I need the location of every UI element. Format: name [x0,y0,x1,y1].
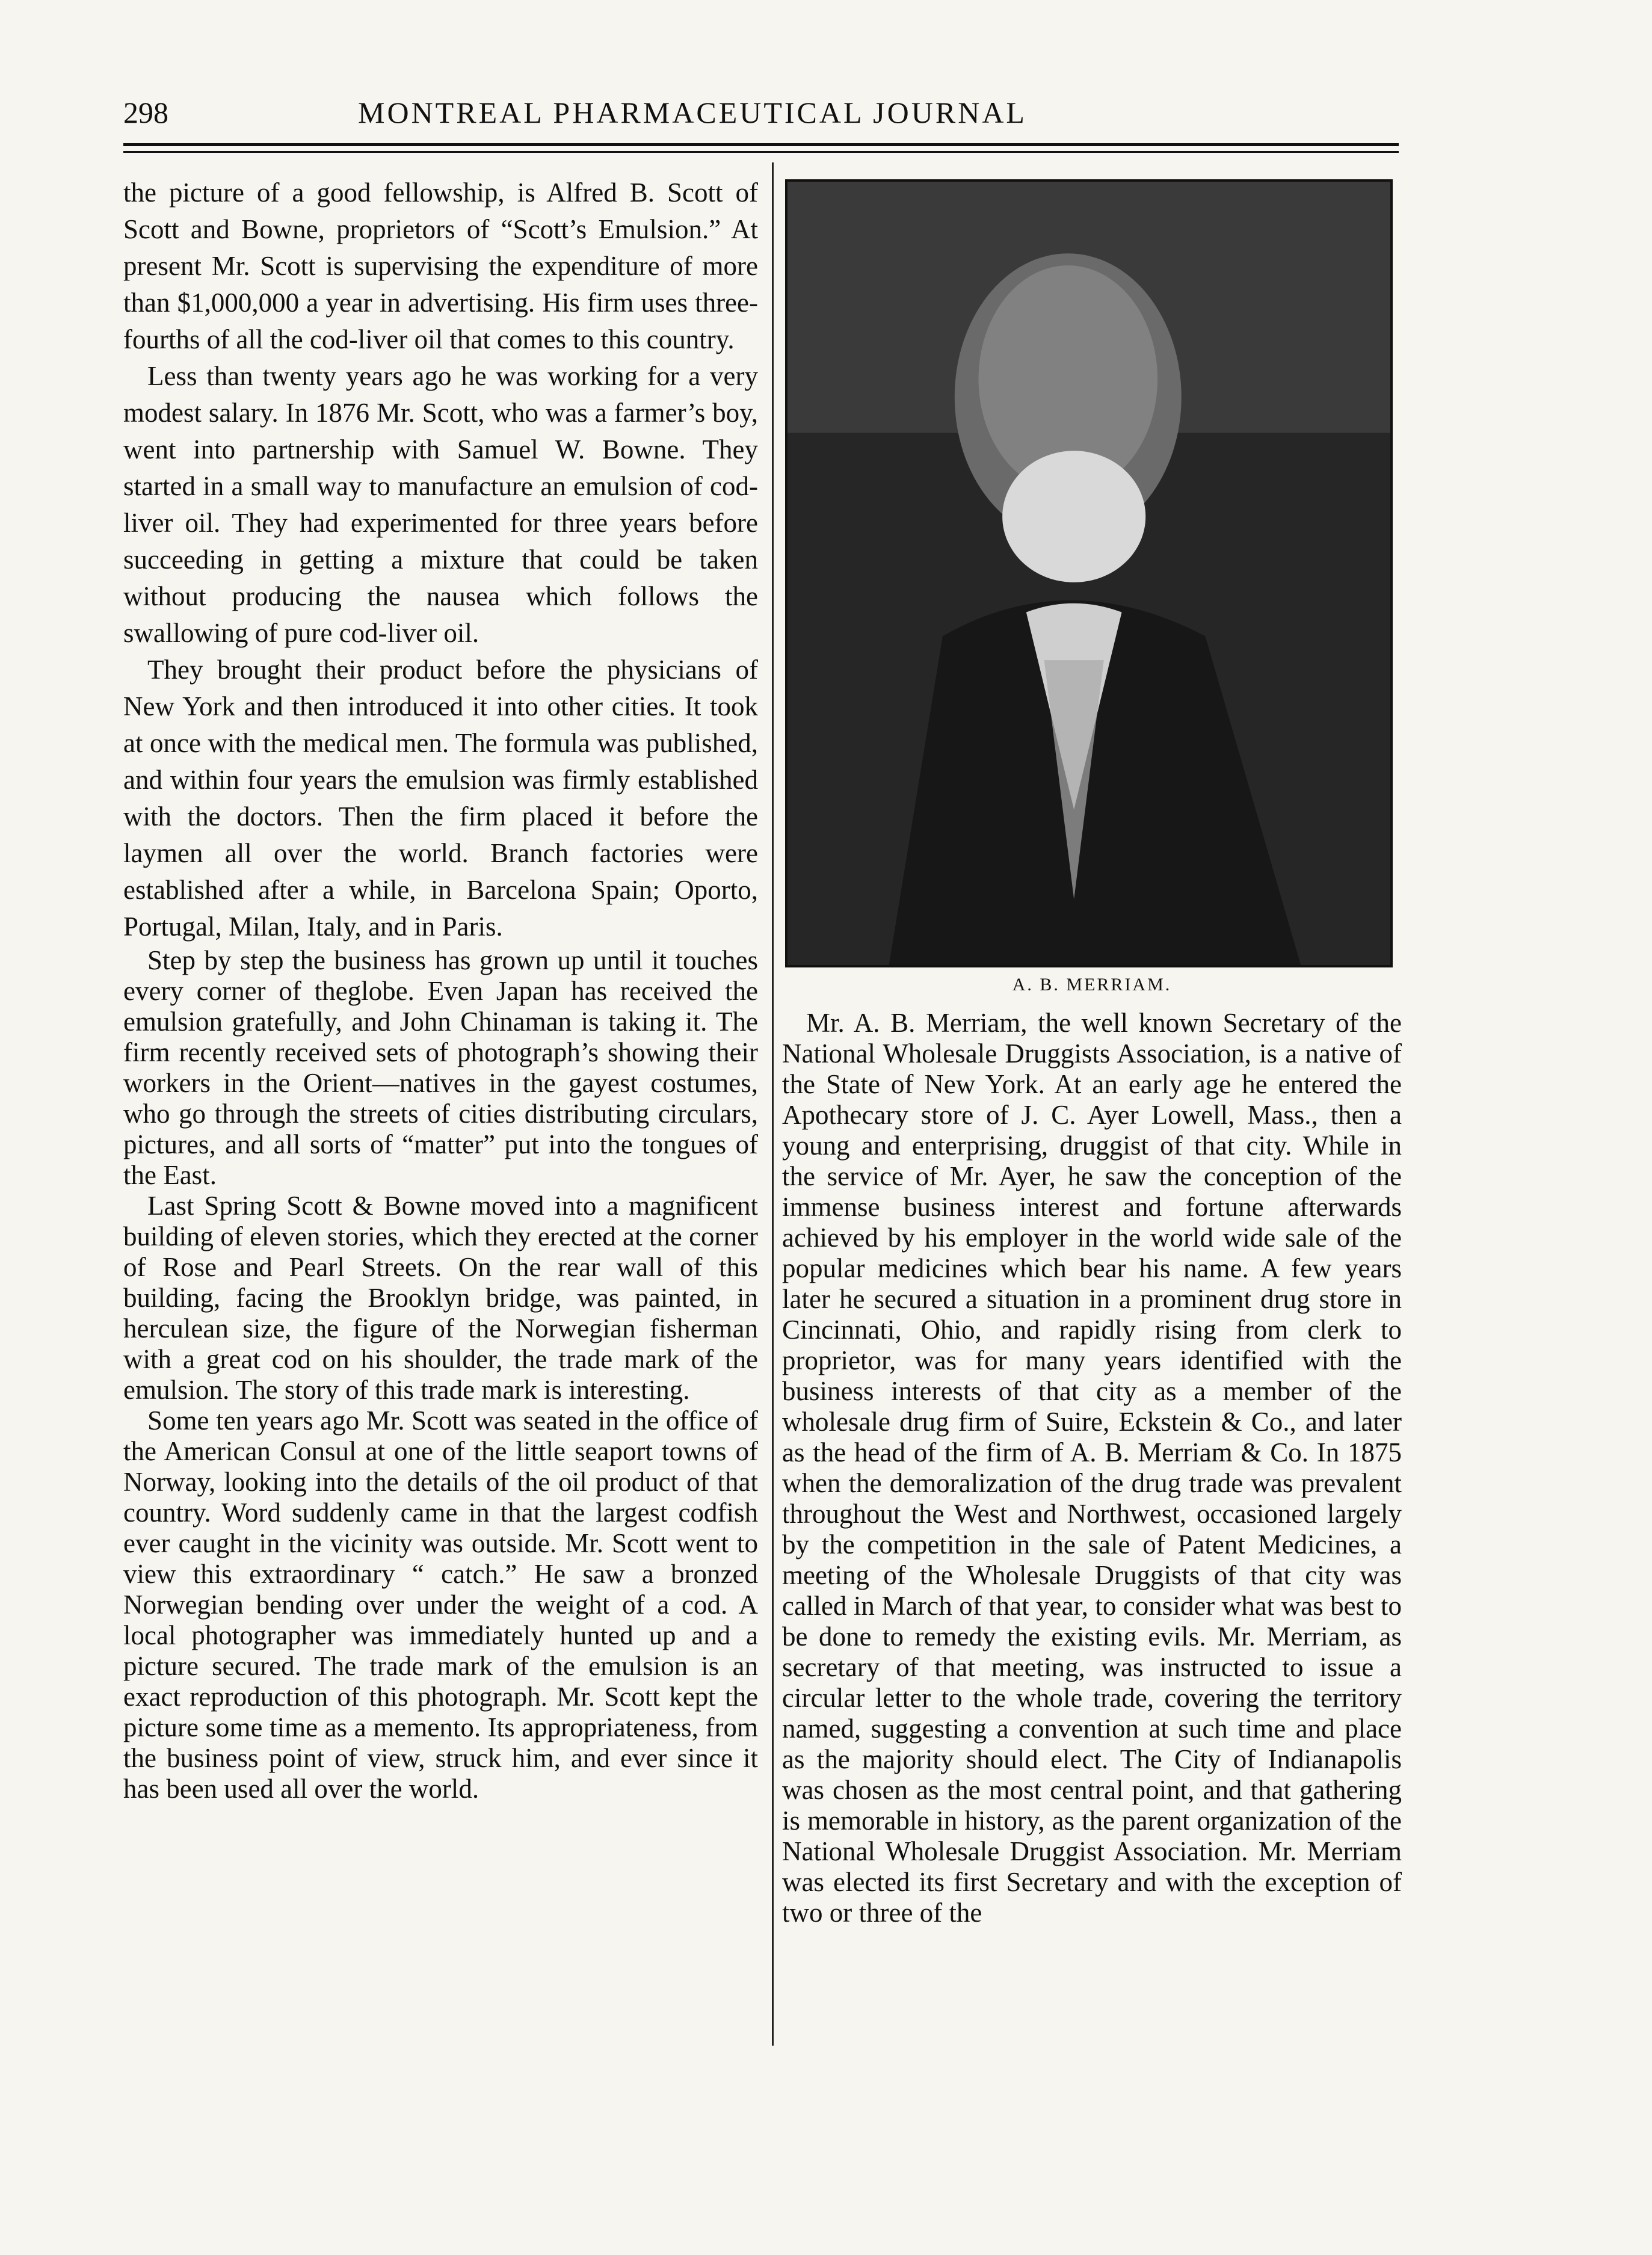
article-paragraph: the picture of a good fellowship, is Alfred B. Scott of Scott and Bowne, proprietors of “Scott’s Emulsion.” At present Mr. Scott is supervising the expenditure of more than $1,000,000 a year in advertising. His firm uses three-fourths of all the cod-liver oil that comes to this country. [123,177,758,354]
left-column [123,174,758,1804]
right-column [782,1008,1402,1928]
article-paragraph: Mr. A. B. Merriam, the well known Secretary of the National Wholesale Druggists Association, is a native of the State of New York. At an early age he entered the Apothecary store of J. C. Ayer Lowell, Mass., then a young and enterprising, druggist of that city. While in the service of Mr. Ayer, he saw the conception of the immense business interest and fortune afterwards achieved by his employer in the world wide sale of the popular medicines which bear his name. A few years later he secured a situation in a prominent drug store in Cincinnati, Ohio, and rapidly rising from clerk to proprietor, was for many years identified with the business interests of that city as a member of the wholesale drug firm of Suire, Eckstein & Co., and later as the head of the firm of A. B. Merriam & Co. In 1875 when the demoralization of the drug trade was prevalent throughout the West and Northwest, occasioned largely by the competition in the sale of Patent Medicines, a meeting of the Wholesale Druggists of that city was called in March of that year, to consider what was best to be done to remedy the existing evils. Mr. Merriam, as secretary of that meeting, was instructed to issue a circular letter to the whole trade, covering the territory named, suggesting a convention at such time and place as the majority should elect. The City of Indianapolis was chosen as the most central point, and that gathering is memorable in history, as the parent organization of the National Wholesale Druggist Association. Mr. Merriam was elected its first Secretary and with the exception of two or three of the [782,1008,1402,1928]
article-paragraph: Last Spring Scott & Bowne moved into a magnificent building of eleven stories, which they erected at the corner of Rose and Pearl Streets. On the rear wall of this building, facing the Brooklyn bridge, was painted, in herculean size, the figure of the Norwegian fisherman with a great cod on his shoulder, the trade mark of the emulsion. The story of this trade mark is interesting. [123,1191,758,1405]
page-header [123,95,1399,137]
article-paragraph: They brought their product before the physicians of New York and then introduced it into other cities. It took at once with the medical men. The formula was published, and within four years the emulsion was firmly established with the doctors. Then the firm placed it before the laymen all over the world. Branch factories were established after a while, in Barcelona Spain; Oporto, Portugal, Milan, Italy, and in Paris. [123,655,758,942]
photo-caption: A. B. MERRIAM. [1012,975,1172,995]
portrait-photo [785,179,1393,967]
portrait-illustration [787,182,1390,965]
article-paragraph: Some ten years ago Mr. Scott was seated in the office of the American Consul at one of the little seaport towns of Norway, looking into the details of the oil product of that country. Word suddenly came in that the largest codfish ever caught in the vicinity was outside. Mr. Scott went to view this extraordinary “ catch.” He saw a bronzed Norwegian bending over under the weight of a cod. A local photographer was immediately hunted up and a picture secured. The trade mark of the emulsion is an exact reproduction of this photograph. Mr. Scott kept the picture some time as a memento. Its appropriateness, from the business point of view, struck him, and ever since it has been used all over the world. [123,1405,758,1804]
column-divider [772,162,774,2046]
article-paragraph: Less than twenty years ago he was working for a very modest salary. In 1876 Mr. Scott, who was a farmer’s boy, went into partnership with Samuel W. Bowne. They started in a small way to manufacture an emulsion of cod-liver oil. They had experimented for three years before succeeding in getting a mixture that could be taken without producing the nausea which follows the swallowing of pure cod-liver oil. [123,361,758,648]
journal-title: MONTREAL PHARMACEUTICAL JOURNAL [358,96,1027,129]
header-rule-bottom [123,151,1399,153]
header-rule-top [123,143,1399,146]
article-paragraph: Step by step the business has grown up until it touches every corner of theglobe. Even Japan has received the emulsion gratefully, and John Chinaman is taking it. The firm recently received sets of photograph’s showing their workers in the Orient—natives in the gayest costumes, who go through the streets of cities distributing circulars, pictures, and all sorts of “matter” put into the tongues of the East. [123,945,758,1190]
page-number: 298 [123,96,168,129]
